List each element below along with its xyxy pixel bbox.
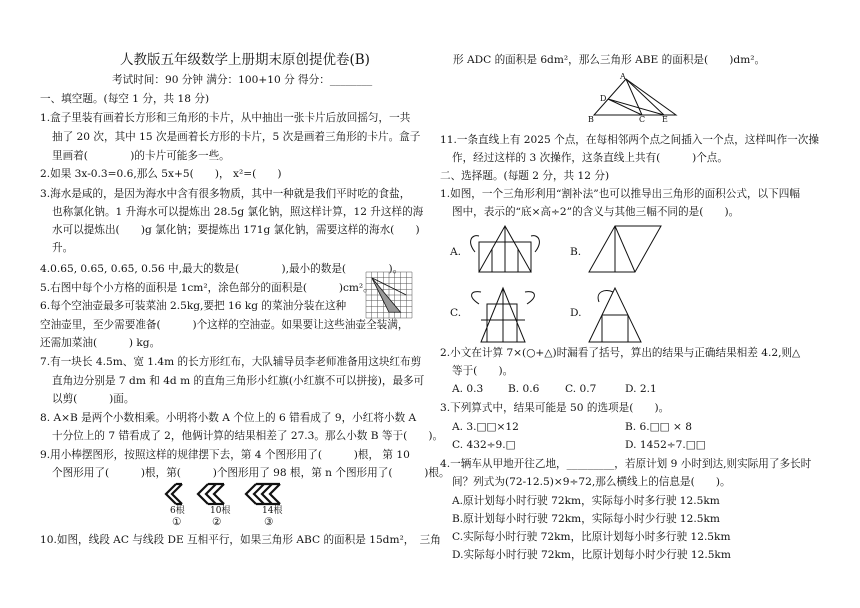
q1-line3: 里画着( )的卡片可能多一些。 [52,150,230,162]
q1-line2: 抽了 20 次，其中 15 次是画着长方形的卡片，5 次是画着三角形的卡片。盒子 [52,131,421,143]
q7-line2: 直角边分别是 7 dm 和 4d m 的直角三角形小红旗(小红旗不可以拼接)，最多可 [52,375,425,387]
s2q2-option-a[interactable]: A. 0.3 [452,383,484,395]
q10-line1: 10.如图，线段 AC 与线段 DE 互相平行，如果三角形 ABC 的面积是 15dm²， 三角 [40,534,441,546]
s2q2-option-c[interactable]: C. 0.7 [565,383,597,395]
q6-line3: 还需加菜油( ) kg。 [40,337,161,349]
score-blank[interactable]: ________ [329,74,373,86]
s2q3: 3.下列算式中，结果可能是 50 的选项是( )。 [440,402,670,414]
s2q1-option-a[interactable]: A. [450,246,462,258]
q9-label-2: 10根 [210,506,231,516]
s2q2-option-b[interactable]: B. 0.6 [508,383,540,395]
section1-heading: 一、填空题。(每空 1 分，共 18 分) [40,93,210,105]
q5: 5.右图中每个小方格的面积是 1cm²，涂色部分的面积是( )cm²。 [40,282,374,294]
q3-line1: 3.海水是咸的，是因为海水中含有很多物质，其中一种就是我们平时吃的食盐， [40,188,411,200]
q9-stick-figures [160,483,320,505]
q1-line1: 1.盒子里装有画着长方形和三角形的卡片，从中抽出一张卡片后放回摇匀，一共 [40,112,411,124]
s2q1-figure-b [585,222,665,280]
s2q3-option-a[interactable]: A. 3.□□×12 [452,421,519,433]
q8-line1: 8. A×B 是两个小数相乘。小明将小数 A 个位上的 6 错看成了 9，小红将小数 A [40,412,417,424]
s2q2-line2: 等于( )。 [452,365,514,377]
q3-line4: 升。 [52,242,74,254]
s2q1-figure-d [585,284,665,348]
s2q3-option-d[interactable]: D. 1452÷7.□□ [625,439,706,451]
q9-num-2: ② [212,516,222,528]
q9-num-1: ① [172,516,182,528]
q10-label-b: B [588,115,594,124]
q3-line2: 也称氯化钠。1 升海水可以提炼出 28.5g 氯化钠，照这样计算，12 升这样的海 [52,206,424,218]
q6-line2: 空油壶里，至少需要准备( )个这样的空油壶。如果要让这些油壶全装满， [40,319,409,331]
q2: 2.如果 3x-0.3=0.6,那么 5x+5( )， x²=( ) [40,168,282,180]
exam-info-text: 考试时间：90 分钟 满分：100+10 分 得分： [112,74,330,86]
q10-label-d: D [600,94,607,103]
q8-line2: 十分位上的 7 错看成了 2，他俩计算的结果相差了 27.3。那么小数 B 等于( )。 [52,430,444,442]
q10-label-c: C [639,115,646,124]
q9-line1: 9.用小棒摆图形，按照这样的规律摆下去，第 4 个图形用了( )根， 第 10 [40,449,410,461]
s2q1-option-d[interactable]: D. [570,307,582,319]
s2q3-option-b[interactable]: B. 6.□□ × 8 [625,421,692,433]
s2q4-line1: 4.一辆车从甲地开往乙地，_________，若原计划 9 小时到达,则实际用了多长时 [440,458,812,470]
s2q1-line1: 1.如图，一个三角形利用“割补法”也可以推导出三角形的面积公式，以下四幅 [440,188,800,200]
s2q2-option-d[interactable]: D. 2.1 [625,383,657,395]
s2q1-option-c[interactable]: C. [450,307,462,319]
q10-cont: 形 ADC 的面积是 6dm²，那么三角形 ABE 的面积是( )dm²。 [453,54,766,66]
q7-line1: 7.有一块长 4.5m、宽 1.4m 的长方形红布，大队辅导员李老师准备用这块红布剪 [40,356,422,368]
q6-line1: 6.每个空油壶最多可装菜油 2.5kg,要把 16 kg 的菜油分装在这种 [40,300,347,312]
q11-line1: 11.一条直线上有 2025 个点，在每相邻两个点之间插入一个点，这样叫作一次操 [440,134,819,146]
s2q1-option-b[interactable]: B. [570,246,582,258]
q9-line2: 个图形用了( )根，第( )个图形用了 98 根，第 n 个图形用了( )根。 [52,467,450,479]
q10-label-a: A [620,72,626,81]
s2q4-option-b[interactable]: B.原计划每小时行驶 72km，实际每小时少行驶 12.5km [452,513,720,525]
q4: 4.0.65, 0.65̇, 0.6̇5̇, 0.56 中,最大的数是( ),最小的数是( )。 [40,263,404,275]
s2q4-option-d[interactable]: D.实际每小时行驶 72km，比原计划每小时少行驶 12.5km [452,549,731,561]
q9-label-1: 6根 [170,506,185,516]
section2-heading: 二、选择题。(每题 2 分，共 12 分) [440,170,610,182]
q11-line2: 作，经过这样的 3 次操作，这条直线上共有( )个点。 [452,152,728,164]
q7-line3: 以剪( )面。 [52,393,135,405]
q10-label-e: E [662,115,668,124]
s2q1-line2: 图中，表示的“底×高÷2”的含义与其他三幅不同的是( )。 [452,206,740,218]
s2q2-line1: 2.小文在计算 7×(○+△)时漏看了括号，算出的结果与正确结果相差 4.2,则△ [440,347,801,359]
q3-line3: 水可以提炼出( )g 氯化钠；要提炼出 171g 氯化钠，需要这样的海水( ) [52,224,420,236]
s2q1-figure-a [465,222,545,280]
q9-label-3: 14根 [262,506,283,516]
q9-num-3: ③ [264,516,274,528]
exam-info [112,73,372,87]
s2q4-option-c[interactable]: C.实际每小时行驶 72km，比原计划每小时多行驶 12.5km [452,531,731,543]
q5-grid-figure [366,272,412,318]
s2q4-option-a[interactable]: A.原计划每小时行驶 72km，实际每小时多行驶 12.5km [452,495,720,507]
s2q4-line2: 间？列式为(72-12.5)×9÷72,那么横线上的信息是( )。 [452,476,731,488]
page-title: 人教版五年级数学上册期末原创提优卷(B) [120,52,370,68]
s2q1-figure-c [465,284,545,348]
s2q3-option-c[interactable]: C. 432÷9.□ [452,439,516,451]
